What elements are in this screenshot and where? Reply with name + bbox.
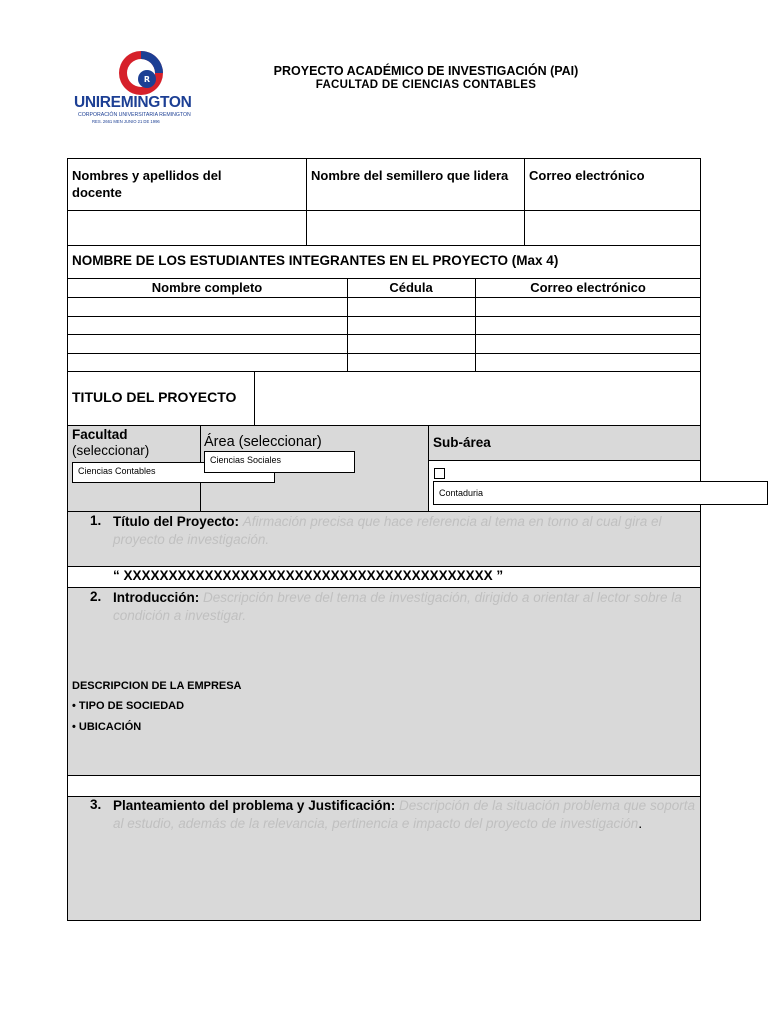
subarea-checkbox[interactable] [434,468,445,479]
subarea-label: Sub-área [433,435,491,450]
student-row-2[interactable] [68,317,700,333]
student-name-header: Nombre completo [151,280,263,295]
subarea-select[interactable]: Contaduria [433,481,768,505]
section-3-title: Planteamiento del problema y Justificación: [113,798,396,813]
project-title-value[interactable]: “ XXXXXXXXXXXXXXXXXXXXXXXXXXXXXXXXXXXXXXXXX ” [113,568,504,583]
section-1-number: 1. [90,513,102,528]
document-subtitle: FACULTAD DE CIENCIAS CONTABLES [315,79,537,91]
seedbed-name-field[interactable] [307,211,524,245]
company-location-item: • UBICACIÓN [72,721,142,733]
svg-text:R: R [143,75,151,84]
section-3-number: 3. [90,797,102,812]
uniremington-logo [74,48,214,128]
document-title: PROYECTO ACADÉMICO DE INVESTIGACIÓN (PAI) [273,64,579,78]
section-2-value-row[interactable] [67,775,701,797]
section-1-title: Título del Proyecto: [113,514,240,529]
teacher-email-header: Correo electrónico [529,168,645,183]
project-title-label: TITULO DEL PROYECTO [72,389,237,405]
student-id-header: Cédula [389,280,433,295]
logo-resolution: RES. 2661 MEN JUNIO 21 DE 1996 [92,119,160,124]
faculty-label: Facultad [72,427,128,442]
seedbed-name-header: Nombre del semillero que lidera [311,168,509,183]
students-heading: NOMBRE DE LOS ESTUDIANTES INTEGRANTES EN EL PROYECTO (Max 4) [72,253,559,268]
section-2-text [113,589,695,625]
teacher-name-header: Nombres y apellidos del docente [72,168,222,200]
student-row-4[interactable] [68,354,700,371]
student-row-1[interactable] [68,298,700,315]
logo-mark-icon [116,48,166,98]
section-3-text [113,797,695,833]
section-3-end: . [638,816,643,831]
area-label: Área (seleccionar) [204,434,322,450]
teacher-name-field[interactable] [68,211,306,245]
teacher-email-field[interactable] [525,211,700,245]
faculty-hint: (seleccionar) [72,443,150,458]
logo-subtitle: CORPORACIÓN UNIVERSITARIA REMINGTON [78,112,191,118]
section-1-hint: Afirmación precisa que hace referencia al tema en torno al cual gira el proyecto de investigación. [113,514,662,547]
faculty-select[interactable]: Ciencias Contables [72,462,275,483]
section-2-number: 2. [90,589,102,604]
company-description-item: DESCRIPCION DE LA EMPRESA [72,680,242,692]
section-1-text [113,513,695,549]
section-3-hint: Descripción de la situación problema que soporta al estudio, además de la relevancia, pertinencia e impacto del proyecto de investigación [113,798,695,831]
logo-name: UNIREMINGTON [74,94,192,111]
project-title-field[interactable] [255,372,700,425]
section-2-title: Introducción: [113,590,200,605]
student-email-header: Correo electrónico [530,280,646,295]
section-2-hint: Descripción breve del tema de investigación, dirigido a orientar al lector sobre la condición a investigar. [113,590,682,623]
company-type-item: • TIPO DE SOCIEDAD [72,700,185,712]
student-row-3[interactable] [68,335,700,352]
area-select[interactable]: Ciencias Sociales [204,451,355,473]
